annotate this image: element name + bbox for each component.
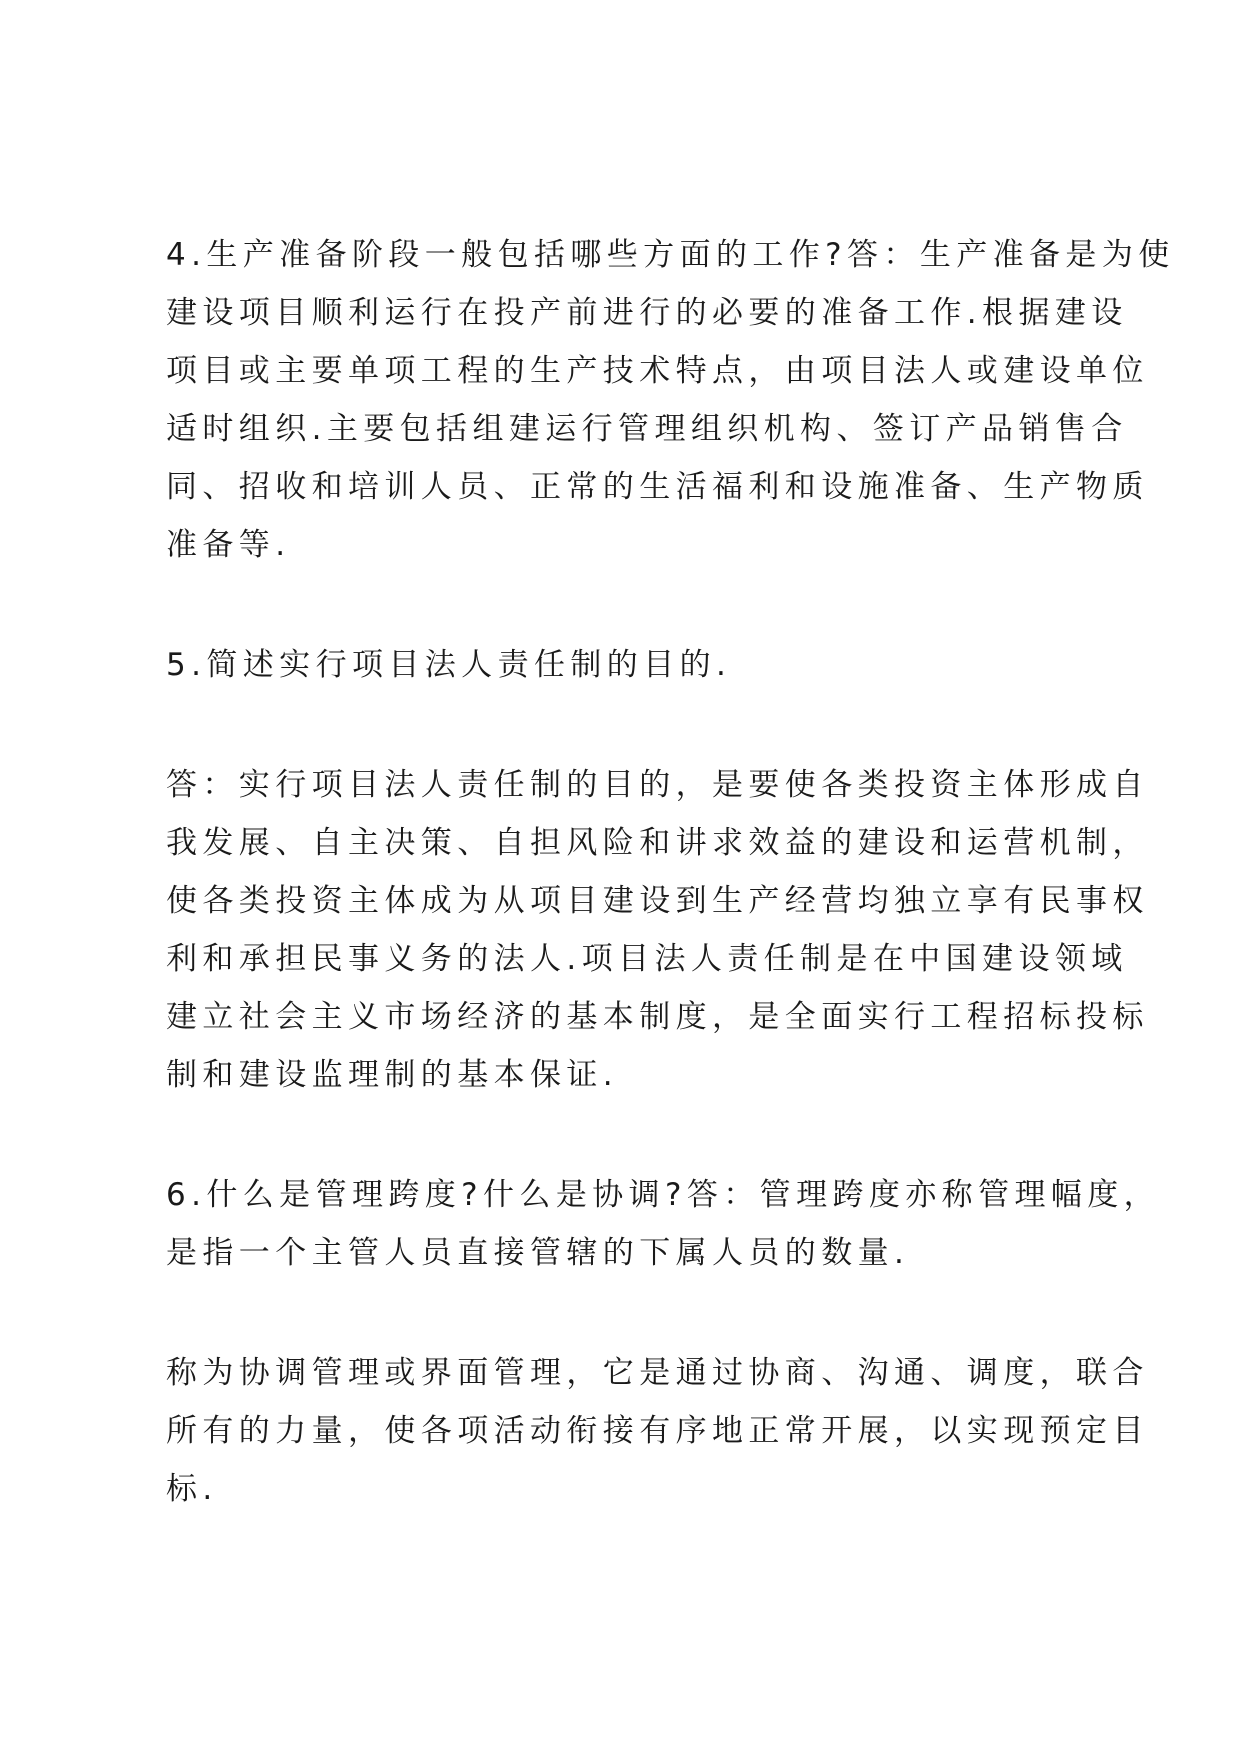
text-line: 我发展、自主决策、自担风险和讲求效益的建设和运营机制，	[166, 825, 1149, 861]
text-line: 适时组织.主要包括组建运行管理组织机构、签订产品销售合	[166, 411, 1128, 447]
text-line: 建设项目顺利运行在投产前进行的必要的准备工作.根据建设	[166, 295, 1128, 331]
paragraph-q5	[166, 636, 1086, 694]
text-line: 所有的力量，使各项活动衔接有序地正常开展，以实现预定目	[166, 1413, 1149, 1449]
text-line: 利和承担民事义务的法人.项目法人责任制是在中国建设领域	[166, 941, 1128, 977]
paragraph-q4	[166, 226, 1175, 574]
text-line: 制和建设监理制的基本保证.	[166, 1057, 619, 1093]
paragraph-a5	[166, 756, 1149, 1104]
text-line: 准备等.	[166, 527, 291, 563]
text-line: 使各类投资主体成为从项目建设到生产经营均独立享有民事权	[166, 883, 1149, 919]
document-body	[166, 226, 1175, 1518]
paragraph-q6	[166, 1166, 1161, 1282]
text-line: 项目或主要单项工程的生产技术特点，由项目法人或建设单位	[166, 353, 1149, 389]
text-line: 称为协调管理或界面管理，它是通过协商、沟通、调度，联合	[166, 1355, 1149, 1391]
text-line: 是指一个主管人员直接管辖的下属人员的数量.	[166, 1235, 910, 1271]
paragraph-coordination	[166, 1344, 1149, 1518]
text-line: 答：实行项目法人责任制的目的，是要使各类投资主体形成自	[166, 767, 1149, 803]
text-line: 4.生产准备阶段一般包括哪些方面的工作?答：生产准备是为使	[166, 237, 1175, 273]
text-line: 6.什么是管理跨度?什么是协调?答：管理跨度亦称管理幅度，	[166, 1177, 1161, 1213]
text-line: 建立社会主义市场经济的基本制度，是全面实行工程招标投标	[166, 999, 1149, 1035]
text-line: 5.简述实行项目法人责任制的目的.	[166, 647, 732, 683]
text-line: 标.	[166, 1471, 218, 1507]
text-line: 同、招收和培训人员、正常的生活福利和设施准备、生产物质	[166, 469, 1149, 505]
